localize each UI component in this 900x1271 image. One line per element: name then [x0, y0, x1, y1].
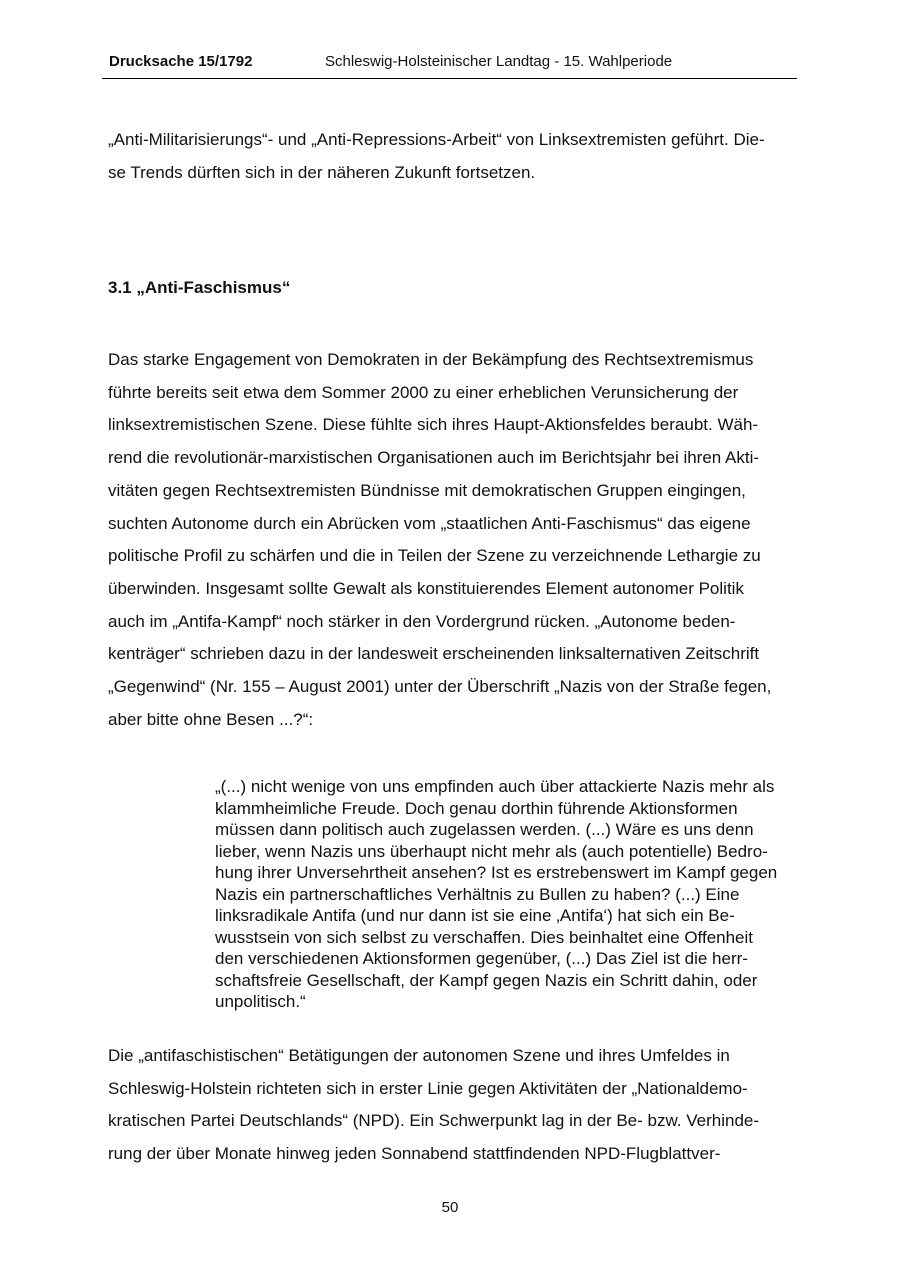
quote-line: lieber, wenn Nazis uns überhaupt nicht mehr als (auch potentielle) Bedro-: [215, 841, 768, 861]
document-number: Drucksache 15/1792: [109, 53, 253, 70]
text-line: Die „antifaschistischen“ Betätigungen der autonomen Szene und ihres Umfeldes in: [108, 1046, 730, 1065]
quote-line: müssen dann politisch auch zugelassen werden. (...) Wäre es uns denn: [215, 820, 754, 839]
text-line: kratischen Partei Deutschlands“ (NPD). Ein Schwerpunkt lag in der Be- bzw. Verhinde-: [108, 1111, 760, 1131]
block-quote: [215, 776, 805, 1013]
quote-line: „(...) nicht wenige von uns empfinden auch über attackierte Nazis mehr als: [215, 777, 775, 796]
text-line: „Gegenwind“ (Nr. 155 – August 2001) unter der Überschrift „Nazis von der Straße fegen,: [108, 677, 772, 697]
quote-line: klammheimliche Freude. Doch genau dorthin führende Aktionsformen: [215, 798, 738, 818]
text-line: linksextremistischen Szene. Diese fühlte sich ihres Haupt-Aktionsfeldes beraubt. Wäh-: [108, 415, 759, 435]
text-line: überwinden. Insgesamt sollte Gewalt als konstituierendes Element autonomer Politik: [108, 578, 744, 598]
quote-line: unpolitisch.“: [215, 992, 306, 1011]
text-line: kenträger“ schrieben dazu in der landesweit erscheinenden linksalternativen Zeitschrift: [108, 644, 760, 664]
quote-line: wusstsein von sich selbst zu verschaffen. Dies beinhaltet eine Offenheit: [215, 927, 754, 947]
text-line: se Trends dürften sich in der näheren Zukunft fortsetzen.: [108, 162, 536, 182]
text-line: führte bereits seit etwa dem Sommer 2000 zu einer erheblichen Verunsicherung der: [108, 382, 739, 402]
body-paragraph: [108, 344, 798, 736]
header-title: Schleswig-Holsteinischer Landtag - 15. Wahlperiode: [325, 53, 673, 70]
page-number: 50: [441, 1199, 459, 1216]
intro-paragraph: [108, 124, 798, 189]
text-line: Schleswig-Holstein richteten sich in erster Linie gegen Aktivitäten der „Nationaldemo-: [108, 1078, 748, 1098]
closing-paragraph: [108, 1040, 798, 1171]
quote-line: hung ihrer Unversehrtheit ansehen? Ist es erstrebenswert im Kampf gegen: [215, 863, 778, 882]
quote-line: schaftsfreie Gesellschaft, der Kampf gegen Nazis ein Schritt dahin, oder: [215, 970, 758, 990]
text-line: „Anti-Militarisierungs“- und „Anti-Repressions-Arbeit“ von Linksextremisten geführt. Die-: [108, 130, 765, 149]
quote-line: Nazis ein partnerschaftliches Verhältnis zu Bullen zu haben? (...) Eine: [215, 884, 740, 904]
section-heading: 3.1 „Anti-Faschismus“: [108, 278, 291, 297]
text-line: Das starke Engagement von Demokraten in der Bekämpfung des Rechtsextremismus: [108, 350, 754, 369]
text-line: auch im „Antifa-Kampf“ noch stärker in den Vordergrund rücken. „Autonome beden-: [108, 611, 736, 631]
text-line: vitäten gegen Rechtsextremisten Bündnisse mit demokratischen Gruppen eingingen,: [108, 480, 746, 500]
quote-line: den verschiedenen Aktionsformen gegenüber, (...) Das Ziel ist die herr-: [215, 949, 748, 968]
text-line: rung der über Monate hinweg jeden Sonnabend stattfindenden NPD-Flugblattver-: [108, 1144, 721, 1164]
page-header: [102, 52, 797, 79]
text-line: suchten Autonome durch ein Abrücken vom „staatlichen Anti-Faschismus“ das eigene: [108, 513, 751, 533]
text-line: politische Profil zu schärfen und die in Teilen der Szene zu verzeichnende Lethargie zu: [108, 546, 761, 566]
text-line: rend die revolutionär-marxistischen Organisationen auch im Berichtsjahr bei ihren Akti-: [108, 448, 760, 468]
text-line: aber bitte ohne Besen ...?“:: [108, 709, 314, 729]
quote-line: linksradikale Antifa (und nur dann ist sie eine ‚Antifa‘) hat sich ein Be-: [215, 906, 735, 925]
